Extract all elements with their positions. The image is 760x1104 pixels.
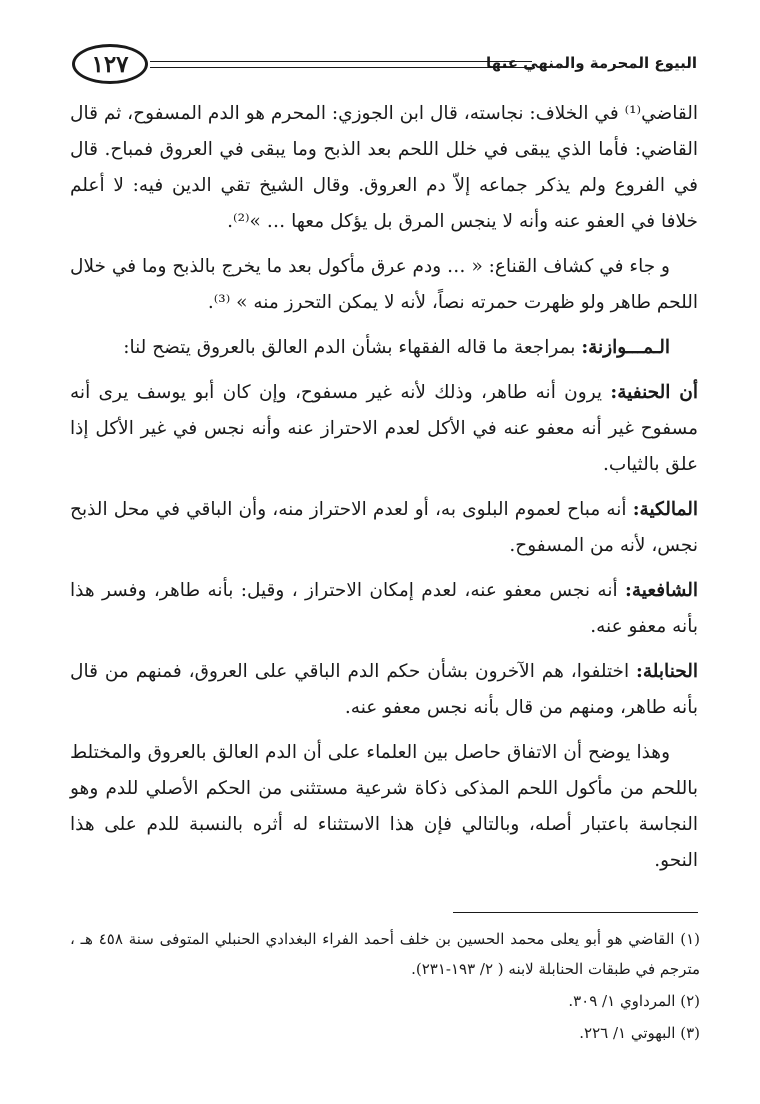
paragraph-3 bbox=[70, 330, 698, 366]
paragraph-5 bbox=[70, 492, 698, 564]
header-rule bbox=[150, 61, 532, 68]
paragraph-4 bbox=[70, 375, 698, 483]
term-hanabila: الحنابلة: bbox=[636, 661, 698, 682]
paragraph-6 bbox=[70, 573, 698, 645]
footnote-1: (١) القاضي هو أبو يعلى محمد الحسين بن خلف أحمد الفراء البغدادي الحنبلي المتوفى سنة ٤٥٨ هـ ، مترجم في طبقات الحنابلة لابنه ( ٢/ ١٩٣-٢٣١). bbox=[70, 930, 700, 978]
footnote-divider bbox=[453, 912, 698, 913]
footnote-2: (٢) المرداوي ١/ ٣٠٩. bbox=[568, 992, 700, 1010]
paragraph-2: و جاء في كشاف القناع: « … ودم عرق مأكول بعد ما يخرج بالذبح وما في خلال اللحم طاهر ولو ظهرت حمرته نصاً، لأنه لا يمكن التحرز منه » ⁽³⁾. bbox=[70, 256, 698, 313]
paragraph-7-text: اختلفوا، هم الآخرون بشأن حكم الدم الباقي على العروق، فمنهم من قال بأنه طاهر، ومنهم من قال بأنه نجس معفو عنه. bbox=[70, 661, 698, 718]
paragraph-5-text: أنه مباح لعموم البلوى به، أو لعدم الاحتراز منه، وأن الباقي في محل الذبح نجس، لأنه من المسفوح. bbox=[70, 499, 698, 556]
paragraph-6-text: أنه نجس معفو عنه، لعدم إمكان الاحتراز ، وقيل: بأنه طاهر، وفسر هذا بأنه معفو عنه. bbox=[70, 580, 698, 637]
term-muwazana: الـمـــوازنة: bbox=[581, 337, 670, 358]
term-malikiya: المالكية: bbox=[632, 499, 698, 520]
footnotes bbox=[70, 924, 700, 1050]
footnote-3: (٣) البهوتي ١/ ٢٢٦. bbox=[579, 1024, 700, 1042]
main-text bbox=[70, 96, 698, 888]
paragraph-7 bbox=[70, 654, 698, 726]
paragraph-4-text: يرون أنه طاهر، وذلك لأنه غير مسفوح، وإن كان أبو يوسف يرى أنه مسفوح غير أنه معفو عنه في الأكل لعدم الاحتراز عنه وأنه نجس في غير الأكل إذا علق بالثياب. bbox=[70, 382, 698, 475]
paragraph-1: القاضي⁽¹⁾ في الخلاف: نجاسته، قال ابن الجوزي: المحرم هو الدم المسفوح، ثم قال القاضي: فأما الذي يبقى في خلل اللحم بعد الذبح وما يبقى في العروق فمباح. قال في الفروع ولم يذكر جماعه إلاّ دم العروق. وقال الشيخ تقي الدين فيه: لا أعلم خلافا في العفو عنه وأنه لا ينجس المرق بل يؤكل معها … »⁽²⁾. bbox=[70, 103, 698, 232]
page-header bbox=[72, 44, 697, 90]
paragraph-3-text: بمراجعة ما قاله الفقهاء بشأن الدم العالق بالعروق يتضح لنا: bbox=[123, 337, 582, 358]
running-title: البيوع المحرمة والمنهي عنها bbox=[486, 54, 697, 72]
term-hanafiya: أن الحنفية: bbox=[610, 382, 698, 403]
paragraph-8: وهذا يوضح أن الاتفاق حاصل بين العلماء على أن الدم العالق بالعروق والمختلط باللحم من مأكول اللحم المذكى ذكاة شرعية مستثنى من الحكم الأصلي للدم وهو النجاسة باعتبار أصله، وبالتالي فإن هذا الاستثناء له أثره بالنسبة للدم على هذا النحو. bbox=[70, 742, 698, 871]
term-shafiiya: الشافعية: bbox=[624, 580, 698, 601]
page-number: ١٢٧ bbox=[72, 44, 148, 84]
